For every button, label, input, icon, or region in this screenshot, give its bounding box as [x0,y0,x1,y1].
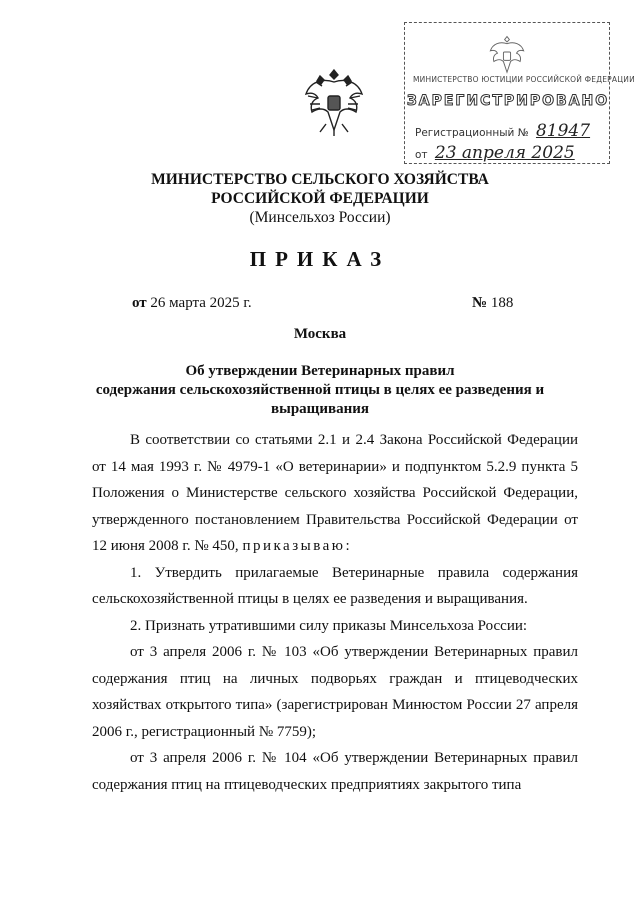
stamp-registered-label: ЗАРЕГИСТРИРОВАНО [406,93,610,109]
order-number [472,295,513,312]
document-title [60,362,580,419]
order-number-label: № [472,295,488,311]
order-date-value: 26 марта 2025 г. [150,295,252,311]
document-body [92,427,578,798]
preamble-order-word: приказываю: [242,538,353,554]
double-headed-eagle-emblem-icon [302,64,366,138]
body-paragraph-order-103: от 3 апреля 2006 г. № 103 «Об утверждении Ветеринарных правил содержания птиц на личных подворьях граждан и птицеводческих хозяйствах открытого типа» (зарегистрирован Минюстом России 27 апреля 2006 г., регистрационный № 7759); [92,644,578,740]
registration-stamp [404,22,635,164]
order-date-prefix: от [132,295,147,311]
stamp-reg-label: Регистрационный № [415,127,529,139]
stamp-eagle-icon [487,33,527,77]
title-line2: содержания сельскохозяйственной птицы в целях ее разведения и [95,382,545,398]
stamp-date-label: от [415,149,428,161]
ministry-header [0,170,640,227]
stamp-date-value: 23 апреля 2025 [434,143,575,163]
document-type-heading: ПРИКАЗ [249,247,391,271]
preamble-text: В соответствии со статьями 2.1 и 2.4 Закона Российской Федерации от 14 мая 1993 г. № 4979-1 «О ветеринарии» и подпунктом 5.2.9 пункта 5 Положения о Министерстве сельского хозяйства Российской Федерации, утвержденного постановлением Правительства Российской Федерации от 12 июня 2008 г. № 450, [92,432,578,554]
ministry-name-line2: РОССИЙСКОЙ ФЕДЕРАЦИИ [211,190,429,207]
stamp-reg-number-row [415,121,590,141]
ministry-name-line1: МИНИСТЕРСТВО СЕЛЬСКОГО ХОЗЯЙСТВА [151,171,489,188]
body-paragraph-item-2: 2. Признать утратившими силу приказы Минсельхоза России: [130,617,528,634]
order-date [132,295,252,312]
stamp-reg-number: 81947 [535,121,591,141]
body-paragraph-order-104: от 3 апреля 2006 г. № 104 «Об утверждении Ветеринарных правил содержания птиц на птицеводческих предприятиях закрытого типа [92,750,578,793]
title-line1: Об утверждении Ветеринарных правил [185,363,455,379]
body-paragraph-preamble [92,427,578,560]
stamp-date-row [415,143,575,163]
city: Москва [293,326,347,342]
ministry-short-name: (Минсельхоз России) [249,209,391,226]
body-paragraph-item-1: 1. Утвердить прилагаемые Ветеринарные правила содержания сельскохозяйственной птицы в целях ее разведения и выращивания. [92,564,578,607]
stamp-ministry-name: МИНИСТЕРСТВО ЮСТИЦИИ РОССИЙСКОЙ ФЕДЕРАЦИИ [413,75,635,84]
order-number-value: 188 [490,295,514,311]
title-line3: выращивания [271,401,369,417]
